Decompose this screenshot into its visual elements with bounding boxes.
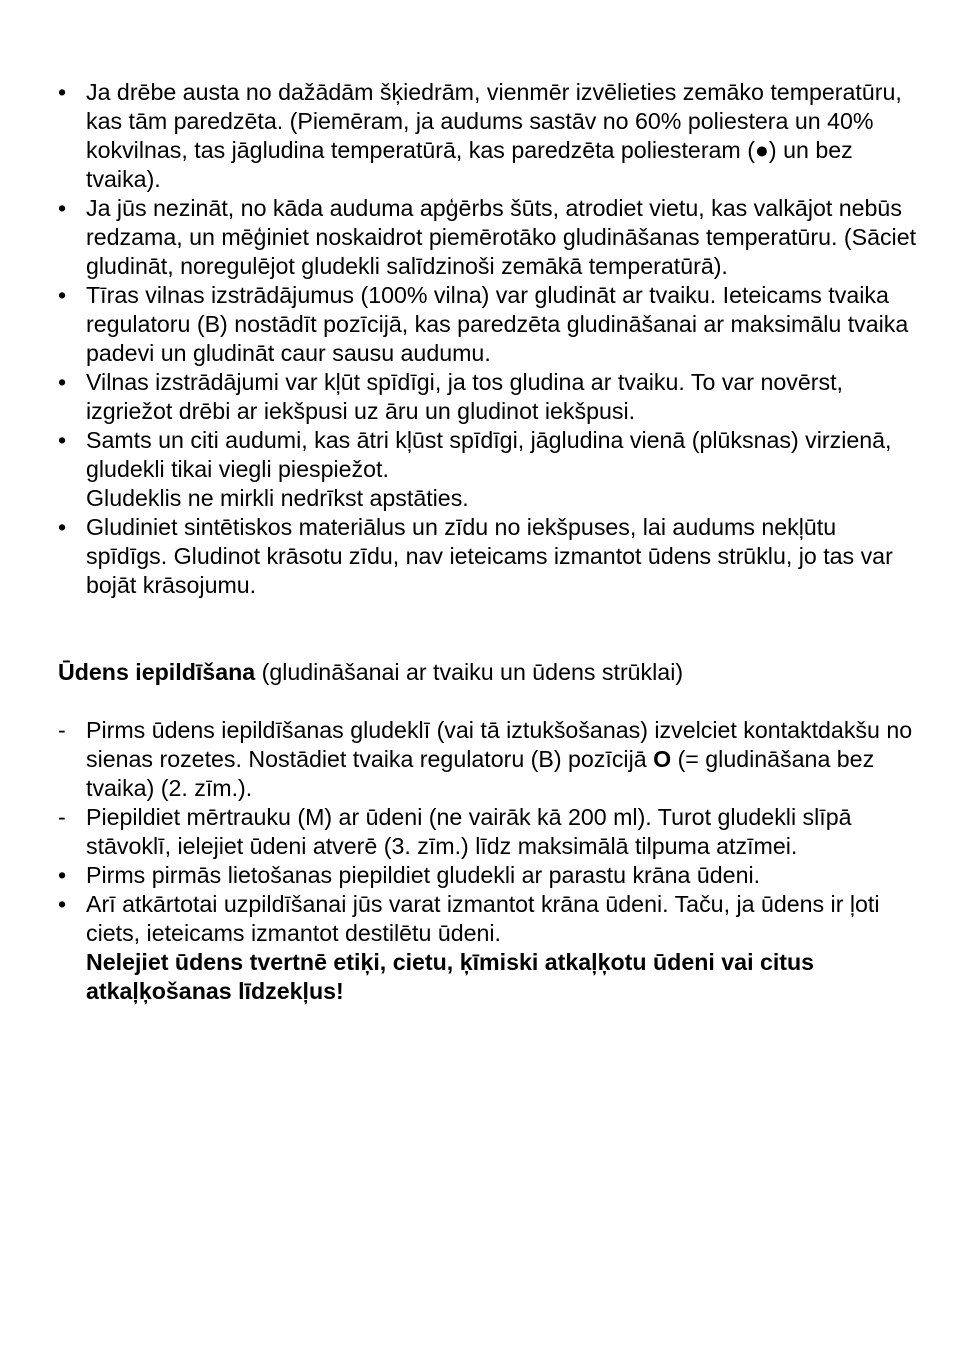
list-item-text: Arī atkārtotai uzpildīšanai jūs varat izmantot krāna ūdeni. Taču, ja ūdens ir ļoti ciets, ieteicams izmantot destilētu ūdeni. (86, 891, 880, 946)
list-item (58, 426, 918, 513)
bullet-marker: • (58, 891, 67, 917)
bullet-marker: • (58, 862, 67, 888)
list-item-text: (= gludināšana bez tvaika) (2. zīm.). (86, 746, 875, 801)
list-item (58, 194, 918, 281)
document-page (58, 78, 918, 1006)
list-item-text: Samts un citi audumi, kas ātri kļūst spīdīgi, jāgludina vienā (plūksnas) virzienā, gludekli tikai viegli piespiežot. (86, 427, 892, 482)
list-item (58, 281, 918, 368)
list-item-text: Tīras vilnas izstrādājumus (100% vilna) var gludināt ar tvaiku. Ieteicams tvaika regulatoru (B) nostādīt pozīcijā, kas paredzēta gludināšanai ar maksimālu tvaika padevi un gludināt caur sausu audumu. (86, 282, 909, 366)
bullet-marker: • (58, 282, 67, 308)
list-item-text: Pirms pirmās lietošanas piepildiet gludekli ar parastu krāna ūdeni. (86, 862, 761, 888)
steam-position-label: O (653, 746, 672, 772)
list-item (58, 78, 918, 194)
list-item-text: Vilnas izstrādājumi var kļūt spīdīgi, ja tos gludina ar tvaiku. To var novērst, izgriežot drēbi ar iekšpusi uz āru un gludinot iekšpusi. (86, 369, 843, 424)
list-item-text: Pirms ūdens iepildīšanas gludeklī (vai tā iztukšošanas) izvelciet kontaktdakšu no sienas rozetes. Nostādiet tvaika regulatoru (B) pozīcijā (86, 717, 913, 772)
water-filling-list (58, 716, 918, 1006)
list-item-text: Piepildiet mērtrauku (M) ar ūdeni (ne vairāk kā 200 ml). Turot gludekli slīpā stāvoklī, ielejiet ūdeni atverē (3. zīm.) līdz maksimālā tilpuma atzīmei. (86, 804, 852, 859)
ironing-tips-list (58, 78, 918, 600)
list-item (58, 716, 918, 803)
list-item-note: Gludeklis ne mirkli nedrīkst apstāties. (86, 485, 469, 511)
bullet-marker: • (58, 369, 67, 395)
bullet-marker: • (58, 79, 67, 105)
warning-text: Nelejiet ūdens tvertnē etiķi, cietu, ķīmiski atkaļķotu ūdeni vai citus atkaļķošanas līdzekļus! (86, 949, 815, 1004)
list-item-text: Ja drēbe austa no dažādām šķiedrām, vienmēr izvēlieties zemāko temperatūru, kas tām paredzēta. (Piemēram, ja audums sastāv no 60% poliestera un 40% kokvilnas, tas jāgludina temperatūrā, kas paredzēta poliesteram (●) un bez tvaika). (86, 79, 902, 192)
list-item-text: Ja jūs nezināt, no kāda auduma apģērbs šūts, atrodiet vietu, kas valkājot nebūs redzama, un mēģiniet noskaidrot piemērotāko gludināšanas temperatūru. (Sāciet gludināt, noregulējot gludekli salīdzinoši zemākā temperatūrā). (86, 195, 917, 279)
dash-marker: - (58, 804, 66, 830)
bullet-marker: • (58, 427, 67, 453)
list-item (58, 890, 918, 1006)
bullet-marker: • (58, 195, 67, 221)
section-heading-title: Ūdens iepildīšana (58, 659, 256, 685)
list-item (58, 803, 918, 861)
list-item (58, 861, 918, 890)
list-item-text: Gludiniet sintētiskos materiālus un zīdu no iekšpuses, lai audums nekļūtu spīdīgs. Gludinot krāsotu zīdu, nav ieteicams izmantot ūdens strūklu, jo tas var bojāt krāsojumu. (86, 514, 893, 598)
list-item (58, 368, 918, 426)
dash-marker: - (58, 717, 66, 743)
list-item (58, 513, 918, 600)
bullet-marker: • (58, 514, 67, 540)
section-heading (58, 658, 918, 687)
section-heading-subtitle: (gludināšanai ar tvaiku un ūdens strūklai) (255, 659, 684, 685)
